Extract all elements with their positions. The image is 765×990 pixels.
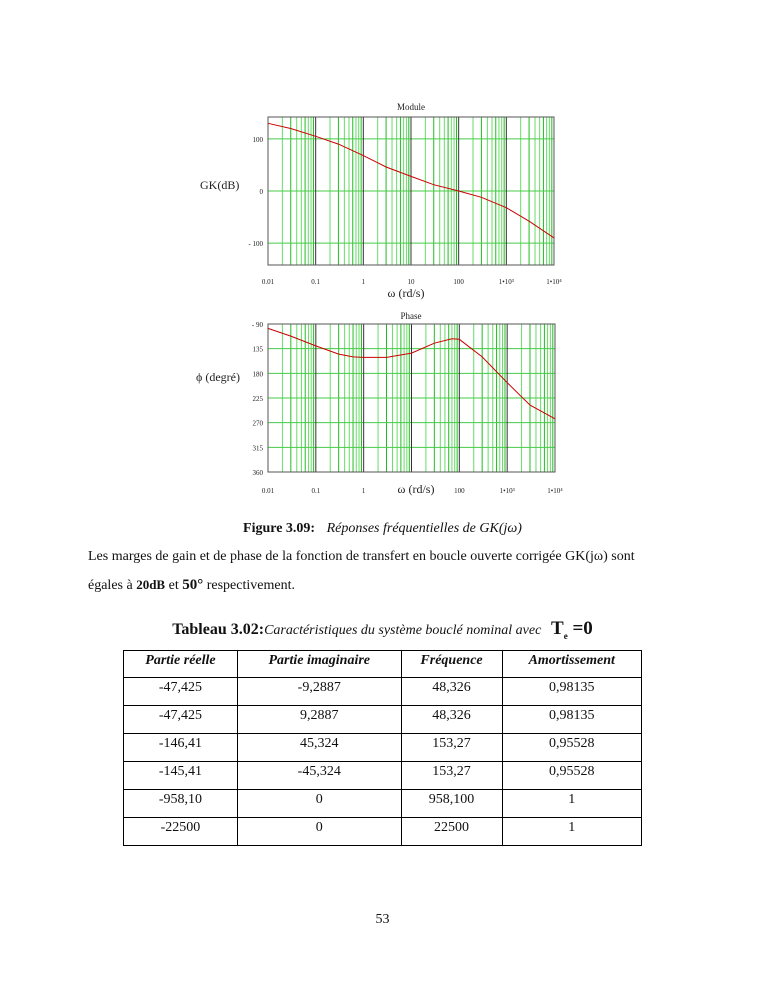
te-formula [551,618,593,639]
x-tick-label: 0.1 [311,487,321,495]
table-cell: -145,41 [124,762,238,790]
table-cell: 0 [237,818,401,846]
table-cell: 48,326 [401,678,502,706]
x-tick-label: 1•10³ [498,278,514,286]
table-row [124,818,642,846]
table-cell: -22500 [124,818,238,846]
y-tick-label: 0 [259,188,263,196]
te-sub: e [563,630,568,641]
poles-table [123,650,642,846]
x-axis-label: ω (rd/s) [397,482,435,496]
table-row [124,734,642,762]
y-tick-label: 270 [252,419,263,428]
table-row [124,706,642,734]
x-tick-label: 0.1 [311,278,321,286]
table-cell: 0 [237,790,401,818]
x-tick-label: 0.01 [261,487,275,495]
column-header: Amortissement [502,651,642,678]
table-title-label: Tableau 3.02: [172,621,265,638]
x-tick-label: 100 [453,278,464,286]
table-cell: 0,98135 [502,678,642,706]
column-header: Partie imaginaire [237,651,401,678]
page-number: 53 [375,912,390,927]
table-cell: 153,27 [401,734,502,762]
y-tick-label: - 100 [248,240,263,249]
chart-title: Phase [400,311,422,321]
x-tick-label: 100 [454,487,465,495]
y-tick-label: 225 [252,395,263,403]
figure-caption [0,521,765,537]
x-tick-label: 1 [361,487,366,495]
x-tick-label: 1 [361,278,366,286]
table-cell: -958,10 [124,790,238,818]
gain-margin: 20dB [136,577,166,592]
column-header: Partie réelle [124,651,238,678]
y-tick-label: 135 [252,345,263,354]
paragraph-line-1: Les marges de gain et de phase de la fonction de transfert en boucle ouverte corrigée GK(jω) sont [88,549,635,564]
table-cell: -146,41 [124,734,238,762]
table-cell: 0,98135 [502,706,642,734]
te-symbol: T [551,618,564,639]
y-tick-label: 360 [252,469,263,477]
x-tick-label: 1•10⁴ [546,278,562,286]
table-cell: 0,95528 [502,734,642,762]
table-title [0,618,765,641]
y-tick-label: 180 [252,370,263,379]
y-tick-label: - 90 [251,321,263,329]
caption-text: Réponses fréquentielles de GK(jω) [326,521,522,536]
paragraph-line-2 [88,577,295,594]
table-cell: 1 [502,818,642,846]
table-cell: -45,324 [237,762,401,790]
para-text: respectivement. [206,578,295,593]
y-axis-label: ϕ (degré) [196,370,240,384]
table-cell: 153,27 [401,762,502,790]
x-tick-label: 1•10⁴ [547,487,563,495]
table-cell: 958,100 [401,790,502,818]
y-tick-label: 100 [252,135,263,144]
x-tick-label: 0.01 [261,278,275,286]
chart-title: Module [397,102,425,112]
table-cell: 1 [502,790,642,818]
table-cell: 0,95528 [502,762,642,790]
x-axis-label: ω (rd/s) [387,286,425,300]
phase-margin: 50° [182,577,204,593]
te-value: =0 [572,618,593,639]
table-cell: -47,425 [124,706,238,734]
x-tick-label: 1•10³ [499,487,515,495]
caption-label: Figure 3.09: [243,521,316,536]
y-axis-label: GK(dB) [200,178,240,192]
table-row [124,790,642,818]
table-cell: 48,326 [401,706,502,734]
column-header: Fréquence [401,651,502,678]
table-cell: -47,425 [124,678,238,706]
table-cell: 9,2887 [237,706,401,734]
table-row [124,678,642,706]
x-tick-label: 10 [407,278,415,286]
table-header-row [124,651,642,678]
table-cell: -9,2887 [237,678,401,706]
para-text: et [168,578,179,593]
para-text: égales à [88,578,133,593]
table-title-text: Caractéristiques du système bouclé nominal avec [264,623,542,638]
y-tick-label: 315 [252,444,263,453]
table-cell: 22500 [401,818,502,846]
table-cell: 45,324 [237,734,401,762]
table-row [124,762,642,790]
